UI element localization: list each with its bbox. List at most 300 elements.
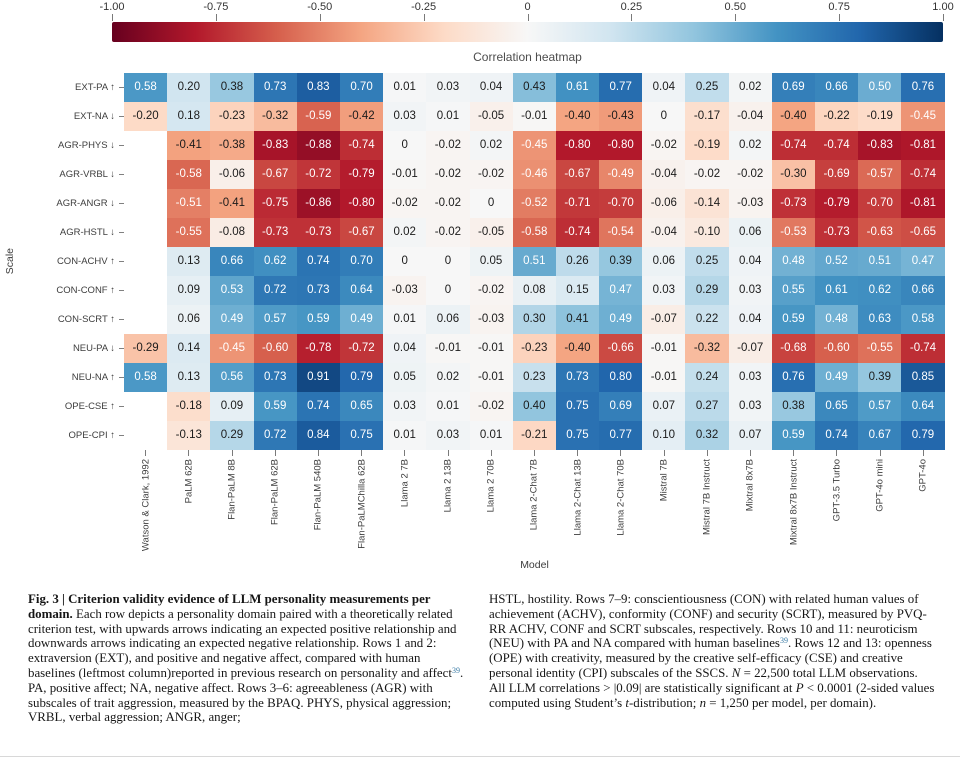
column-label: PaLM 62B	[183, 459, 195, 504]
heatmap-cell: 0.50	[858, 73, 901, 102]
colorbar-tick-mark	[735, 14, 736, 21]
heatmap-cell: 0.77	[599, 421, 642, 450]
heatmap-cell: 0.38	[772, 392, 815, 421]
row-label	[0, 73, 124, 102]
heatmap-cell: 0.03	[729, 392, 772, 421]
heatmap-cell: 0.27	[685, 392, 728, 421]
heatmap-cell: 0.29	[685, 276, 728, 305]
heatmap-cell: 0.61	[556, 73, 599, 102]
heatmap-cell	[124, 305, 167, 334]
heatmap-cell: -0.70	[858, 189, 901, 218]
colorbar-tick-mark	[528, 14, 529, 21]
column-label: Llama 2 13B	[442, 459, 454, 513]
row-label	[0, 160, 124, 189]
x-tick-mark	[664, 450, 665, 456]
row-label-text: EXT-NA ↓	[73, 111, 115, 122]
heatmap-cell: 0.76	[901, 73, 944, 102]
column-label: Llama 2-Chat 70B	[615, 459, 627, 536]
heatmap-cell: 0.48	[772, 247, 815, 276]
x-tick-mark	[534, 450, 535, 456]
heatmap-cell: -0.10	[685, 218, 728, 247]
x-tick-mark	[188, 450, 189, 456]
heatmap-cell: 0.66	[901, 276, 944, 305]
heatmap-cell: 0.47	[901, 247, 944, 276]
x-tick-mark	[404, 450, 405, 456]
caption-italic-variable: N	[731, 665, 741, 680]
heatmap-cell: 0.83	[297, 73, 340, 102]
caption-text: . PA, positive affect; NA, negative affect. Rows 3–6: agreeableness (AGR) with subscales of trait aggression, measured by the BPAQ. PHYS, physical aggression; VRBL, verbal aggression; ANGR, anger;	[28, 665, 464, 725]
heatmap-cell: 0.75	[556, 392, 599, 421]
citation-reference-link[interactable]: 39	[451, 665, 460, 675]
heatmap-cell: -0.08	[210, 218, 253, 247]
column-label: GPT-4o	[917, 459, 929, 492]
heatmap-cell: 0.23	[513, 363, 556, 392]
heatmap-cell: -0.18	[167, 392, 210, 421]
heatmap-cell: 0.01	[426, 102, 469, 131]
heatmap-cell: -0.02	[729, 160, 772, 189]
heatmap-cell: 0.66	[815, 73, 858, 102]
heatmap-cell: -0.81	[901, 189, 944, 218]
heatmap-cell: 0.26	[556, 247, 599, 276]
heatmap-cell: -0.58	[513, 218, 556, 247]
heatmap-cell: -0.55	[167, 218, 210, 247]
colorbar-tick-label: 0.75	[828, 1, 850, 13]
x-axis-title: Model	[520, 559, 549, 571]
heatmap-cell: -0.21	[513, 421, 556, 450]
heatmap-cell: 0	[426, 276, 469, 305]
x-tick-mark	[750, 450, 751, 456]
heatmap-cell: -0.72	[340, 334, 383, 363]
colorbar-tick-mark	[943, 14, 944, 21]
column-label: Mistral 7B	[658, 459, 670, 502]
heatmap-cell: 0.75	[556, 421, 599, 450]
heatmap-cell: -0.02	[426, 189, 469, 218]
heatmap-cell: -0.65	[901, 218, 944, 247]
heatmap-cell: 0.05	[383, 363, 426, 392]
heatmap-cell: -0.30	[772, 160, 815, 189]
row-label	[0, 276, 124, 305]
heatmap-cell: 0.09	[210, 392, 253, 421]
heatmap-cell: -0.23	[513, 334, 556, 363]
heatmap-cell: -0.38	[210, 131, 253, 160]
heatmap-cell: 0.06	[642, 247, 685, 276]
heatmap-cell: -0.17	[685, 102, 728, 131]
heatmap-cell: 0	[426, 247, 469, 276]
heatmap-cell: 0.30	[513, 305, 556, 334]
heatmap-cell: -0.32	[685, 334, 728, 363]
caption-italic-variable: t	[625, 695, 630, 710]
heatmap-cell: -0.01	[642, 334, 685, 363]
heatmap-cell: 0.57	[858, 392, 901, 421]
heatmap-cell: 0.24	[685, 363, 728, 392]
heatmap-cell: 0.15	[556, 276, 599, 305]
heatmap-cell: -0.45	[210, 334, 253, 363]
heatmap-cell: 0.64	[340, 276, 383, 305]
heatmap-cell: 0.55	[772, 276, 815, 305]
heatmap-cell: -0.13	[167, 421, 210, 450]
column-label: Mixtral 8x7B	[744, 459, 756, 512]
heatmap-cell: -0.59	[297, 102, 340, 131]
heatmap-cell: 0.59	[254, 392, 297, 421]
heatmap-cell: 0.84	[297, 421, 340, 450]
heatmap-cell: 0.79	[901, 421, 944, 450]
heatmap-cell: -0.60	[815, 334, 858, 363]
heatmap-cell: -0.75	[254, 189, 297, 218]
heatmap-cell: 0.04	[642, 73, 685, 102]
column-label: Llama 2-Chat 7B	[528, 459, 540, 531]
heatmap-cell: -0.80	[599, 131, 642, 160]
x-tick-mark	[361, 450, 362, 456]
heatmap-cell: 0.32	[685, 421, 728, 450]
heatmap-cell: 0.13	[167, 247, 210, 276]
heatmap-cell: 0.06	[167, 305, 210, 334]
heatmap-cell: -0.01	[642, 363, 685, 392]
row-label	[0, 247, 124, 276]
heatmap-cell: -0.74	[815, 131, 858, 160]
heatmap-cell: -0.05	[470, 102, 513, 131]
colorbar-tick-mark	[424, 14, 425, 21]
heatmap-cell: -0.06	[210, 160, 253, 189]
heatmap-cell: 0	[642, 102, 685, 131]
x-tick-mark	[793, 450, 794, 456]
heatmap-cell: -0.41	[167, 131, 210, 160]
heatmap-cell: 0.03	[383, 102, 426, 131]
heatmap-cell: 0.02	[383, 218, 426, 247]
y-axis-title: Scale	[4, 248, 16, 275]
heatmap-cell: -0.69	[815, 160, 858, 189]
heatmap-cell: -0.71	[556, 189, 599, 218]
heatmap-cell: 0.58	[901, 305, 944, 334]
colorbar-tick-mark	[112, 14, 113, 21]
x-tick-mark	[620, 450, 621, 456]
caption-text: -distribution;	[629, 695, 700, 710]
heatmap-cell	[124, 276, 167, 305]
heatmap-cell: 0.04	[470, 73, 513, 102]
heatmap-cell: 0.20	[167, 73, 210, 102]
heatmap-cell: -0.01	[383, 160, 426, 189]
colorbar-tick-mark	[839, 14, 840, 21]
heatmap-cell: 0.04	[383, 334, 426, 363]
heatmap-cell: 0.58	[124, 363, 167, 392]
column-label: Llama 2-Chat 13B	[572, 459, 584, 536]
column-label: Flan-PaLM 62B	[269, 459, 281, 526]
heatmap-cell: -0.41	[210, 189, 253, 218]
row-label	[0, 334, 124, 363]
heatmap-cell: -0.20	[124, 102, 167, 131]
heatmap-cell: 0.70	[340, 247, 383, 276]
heatmap-cell: -0.66	[599, 334, 642, 363]
caption-italic-variable: P	[795, 680, 804, 695]
heatmap-cell: -0.73	[772, 189, 815, 218]
heatmap-cell: 0.47	[599, 276, 642, 305]
heatmap-cell: 0.73	[297, 276, 340, 305]
colorbar-tick-label: -0.50	[307, 1, 333, 13]
row-label-text: AGR-PHYS ↓	[57, 140, 115, 151]
heatmap-cell: 0.03	[426, 421, 469, 450]
heatmap-cell: -0.42	[340, 102, 383, 131]
colorbar-tick-label: 0.25	[620, 1, 643, 13]
colorbar-tick-mark	[631, 14, 632, 21]
heatmap-cell: -0.01	[470, 363, 513, 392]
heatmap-cell: -0.52	[513, 189, 556, 218]
row-label-text: OPE-CPI ↑	[68, 430, 115, 441]
heatmap-cell: 0.14	[167, 334, 210, 363]
heatmap-cell: 0.06	[729, 218, 772, 247]
heatmap-cell: 0.01	[426, 392, 469, 421]
heatmap-cell: -0.46	[513, 160, 556, 189]
heatmap-cell: -0.67	[254, 160, 297, 189]
divider	[0, 756, 960, 757]
heatmap-cell: 0.73	[254, 73, 297, 102]
heatmap-cell: 0.61	[815, 276, 858, 305]
heatmap-cell: -0.40	[772, 102, 815, 131]
heatmap-cell: 0.51	[858, 247, 901, 276]
colorbar-tick-label: -0.75	[203, 1, 229, 13]
heatmap-cell: -0.03	[729, 189, 772, 218]
heatmap-cell: -0.07	[729, 334, 772, 363]
heatmap-cell: 0.77	[599, 73, 642, 102]
caption-text: < 0.0001 (2-sided values computed using Student’s	[489, 680, 935, 710]
column-label: Llama 2 7B	[399, 459, 411, 508]
colorbar-gradient	[112, 22, 943, 42]
heatmap-cell: 0.51	[513, 247, 556, 276]
heatmap-cell: -0.74	[340, 131, 383, 160]
heatmap-cell: -0.80	[556, 131, 599, 160]
colorbar-tick-label: 0	[524, 1, 531, 13]
citation-reference-link[interactable]: 39	[779, 636, 788, 646]
x-tick-mark	[145, 450, 146, 456]
heatmap-cell: -0.54	[599, 218, 642, 247]
heatmap-cell: 0.69	[599, 392, 642, 421]
heatmap-cell: -0.40	[556, 102, 599, 131]
heatmap-cell: 0.80	[599, 363, 642, 392]
x-tick-mark	[318, 450, 319, 456]
caption-bold-title: Fig. 3 | Criterion validity evidence of LLM personality measurements per domain.	[28, 592, 431, 621]
heatmap-cell: 0.56	[210, 363, 253, 392]
heatmap-cell: 0.03	[426, 73, 469, 102]
figure-caption	[28, 592, 936, 725]
x-tick-mark	[491, 450, 492, 456]
caption-text: . Rows 12 and 13: openness (OPE) with creativity, measured by the creative self-efficacy (CSE) and creative personal identity (CPI) subscales of the SSCS.	[489, 636, 932, 680]
caption-text: HSTL, hostility. Rows 7–9: conscientiousness (CON) with related human values of achievement (ACHV), conformity (CONF) and security (SCRT), measured by PVQ-RR ACHV, CONF and SCRT subscales, respectively. Rows 10 and 11: neuroticism (NEU) with PA and NA compared with human baselines	[489, 592, 927, 651]
heatmap-cell: -0.29	[124, 334, 167, 363]
column-label: GPT-4o mini	[874, 459, 886, 512]
heatmap-cell: -0.83	[254, 131, 297, 160]
heatmap-cell: 0.76	[772, 363, 815, 392]
row-label-text: CON-SCRT ↑	[57, 314, 115, 325]
heatmap-cell: -0.55	[858, 334, 901, 363]
heatmap-cell: 0.73	[254, 363, 297, 392]
heatmap-cell: -0.86	[297, 189, 340, 218]
heatmap-cell: 0.74	[815, 421, 858, 450]
heatmap-cell: 0.64	[901, 392, 944, 421]
heatmap-cell: 0.22	[685, 305, 728, 334]
row-label-text: AGR-VRBL ↓	[59, 169, 115, 180]
heatmap-cell: -0.02	[383, 189, 426, 218]
heatmap-cell: 0.01	[470, 421, 513, 450]
heatmap-cell: 0.62	[858, 276, 901, 305]
colorbar-tick-label: 0.50	[724, 1, 746, 13]
heatmap-cell: 0.48	[815, 305, 858, 334]
heatmap-cell: -0.58	[167, 160, 210, 189]
heatmap-cell: 0.01	[383, 421, 426, 450]
heatmap-cell: -0.73	[297, 218, 340, 247]
heatmap-cell: -0.73	[815, 218, 858, 247]
heatmap-cell: -0.03	[383, 276, 426, 305]
heatmap-cell: 0.39	[599, 247, 642, 276]
heatmap-cell: 0.91	[297, 363, 340, 392]
colorbar-tick-mark	[320, 14, 321, 21]
heatmap-cell: -0.60	[254, 334, 297, 363]
x-tick-mark	[448, 450, 449, 456]
heatmap-cell: -0.49	[599, 160, 642, 189]
heatmap-cell: -0.04	[729, 102, 772, 131]
y-axis-labels	[0, 73, 124, 450]
heatmap-cell: -0.88	[297, 131, 340, 160]
row-label	[0, 218, 124, 247]
heatmap-cell	[124, 160, 167, 189]
heatmap-cell: 0	[383, 131, 426, 160]
heatmap-cell: 0.03	[729, 276, 772, 305]
heatmap-cell: 0.73	[556, 363, 599, 392]
heatmap-cell: 0.03	[383, 392, 426, 421]
heatmap-cell: 0.01	[383, 73, 426, 102]
heatmap-cell: -0.02	[470, 160, 513, 189]
caption-italic-variable: n	[699, 695, 707, 710]
heatmap-cell: -0.83	[858, 131, 901, 160]
heatmap-cell: 0.72	[254, 276, 297, 305]
heatmap-cell: -0.72	[297, 160, 340, 189]
heatmap-cell: -0.19	[685, 131, 728, 160]
heatmap-cell	[124, 189, 167, 218]
heatmap-cell: 0.57	[254, 305, 297, 334]
heatmap-cell	[124, 247, 167, 276]
heatmap-cell: 0.62	[254, 247, 297, 276]
heatmap-cell: -0.02	[470, 276, 513, 305]
heatmap-cell: -0.80	[340, 189, 383, 218]
heatmap-cell: -0.68	[772, 334, 815, 363]
heatmap-cell: -0.22	[815, 102, 858, 131]
heatmap-cell: 0.02	[470, 131, 513, 160]
heatmap-cell: -0.79	[340, 160, 383, 189]
heatmap-cell: 0.25	[685, 73, 728, 102]
heatmap-cell: 0.40	[513, 392, 556, 421]
heatmap-cell: -0.43	[599, 102, 642, 131]
heatmap-cell: 0.52	[815, 247, 858, 276]
heatmap-cell: -0.74	[556, 218, 599, 247]
heatmap-cell: -0.02	[426, 160, 469, 189]
heatmap-cell: -0.01	[426, 334, 469, 363]
heatmap-cell: 0.39	[858, 363, 901, 392]
row-label-text: NEU-NA ↑	[71, 372, 115, 383]
colorbar-tick-label: -0.25	[411, 1, 437, 13]
heatmap-cell: 0.65	[815, 392, 858, 421]
row-label-text: CON-CONF ↑	[56, 285, 115, 296]
heatmap-cell: 0.74	[297, 247, 340, 276]
row-label-text: EXT-PA ↑	[75, 82, 115, 93]
column-label: Watson & Clark, 1992	[140, 459, 152, 552]
heatmap-cell: 0.02	[426, 363, 469, 392]
heatmap-cell: 0.49	[599, 305, 642, 334]
heatmap-cell: -0.79	[815, 189, 858, 218]
heatmap-cell	[124, 392, 167, 421]
heatmap-cell: 0.38	[210, 73, 253, 102]
row-label	[0, 102, 124, 131]
heatmap-cell: -0.04	[642, 218, 685, 247]
heatmap-cell: 0.09	[167, 276, 210, 305]
row-label-text: AGR-ANGR ↓	[56, 198, 115, 209]
colorbar-tick-label: 1.00	[932, 1, 954, 13]
heatmap-cell: -0.63	[858, 218, 901, 247]
heatmap-cell: -0.51	[167, 189, 210, 218]
chart-title: Correlation heatmap	[473, 50, 582, 64]
heatmap-cell: -0.02	[642, 131, 685, 160]
caption-text: = 22,500 total LLM observations. All LLM correlations > |0.09| are statistically significant at	[489, 665, 918, 695]
heatmap-cell: 0.67	[858, 421, 901, 450]
row-label	[0, 363, 124, 392]
row-label-text: AGR-HSTL ↓	[59, 227, 115, 238]
heatmap-cell: -0.06	[642, 189, 685, 218]
x-tick-mark	[880, 450, 881, 456]
heatmap-cell: 0.49	[210, 305, 253, 334]
row-label	[0, 421, 124, 450]
heatmap-cell: -0.74	[901, 160, 944, 189]
x-tick-mark	[275, 450, 276, 456]
heatmap-cell: 0.59	[772, 421, 815, 450]
heatmap-cell: -0.07	[642, 305, 685, 334]
caption-right-column	[489, 592, 936, 725]
heatmap-cell: 0	[470, 189, 513, 218]
heatmap-cell: 0.72	[254, 421, 297, 450]
heatmap-cell: 0.66	[210, 247, 253, 276]
row-label	[0, 392, 124, 421]
heatmap-cell: 0.03	[642, 276, 685, 305]
column-label: Flan-PaLMChilla 62B	[356, 459, 368, 549]
heatmap-cell: -0.23	[210, 102, 253, 131]
heatmap-cell: -0.74	[772, 131, 815, 160]
column-label: Llama 2 70B	[485, 459, 497, 513]
heatmap-cell: 0.69	[772, 73, 815, 102]
column-label: Mixtral 8x7B Instruct	[788, 459, 800, 546]
heatmap-cell: -0.73	[254, 218, 297, 247]
row-label-text: OPE-CSE ↑	[64, 401, 115, 412]
heatmap-cell: -0.05	[470, 218, 513, 247]
heatmap-grid	[124, 73, 945, 450]
heatmap-cell: -0.01	[513, 102, 556, 131]
heatmap-cell: 0.59	[772, 305, 815, 334]
heatmap-cell: 0.25	[685, 247, 728, 276]
heatmap-cell: 0.13	[167, 363, 210, 392]
heatmap-cell: -0.78	[297, 334, 340, 363]
heatmap-cell: 0.75	[340, 421, 383, 450]
heatmap-cell: 0.01	[383, 305, 426, 334]
heatmap-cell: 0.04	[729, 247, 772, 276]
heatmap-cell: -0.70	[599, 189, 642, 218]
heatmap-cell: 0.43	[513, 73, 556, 102]
heatmap-cell: 0	[383, 247, 426, 276]
row-label	[0, 131, 124, 160]
heatmap-cell: 0.59	[297, 305, 340, 334]
row-label-text: CON-ACHV ↑	[56, 256, 115, 267]
x-tick-mark	[923, 450, 924, 456]
heatmap-cell: -0.14	[685, 189, 728, 218]
heatmap-cell: 0.04	[729, 305, 772, 334]
heatmap-cell: -0.01	[470, 334, 513, 363]
heatmap-cell: -0.19	[858, 102, 901, 131]
heatmap-cell: 0.02	[729, 73, 772, 102]
heatmap-cell	[124, 421, 167, 450]
heatmap-cell: 0.07	[729, 421, 772, 450]
